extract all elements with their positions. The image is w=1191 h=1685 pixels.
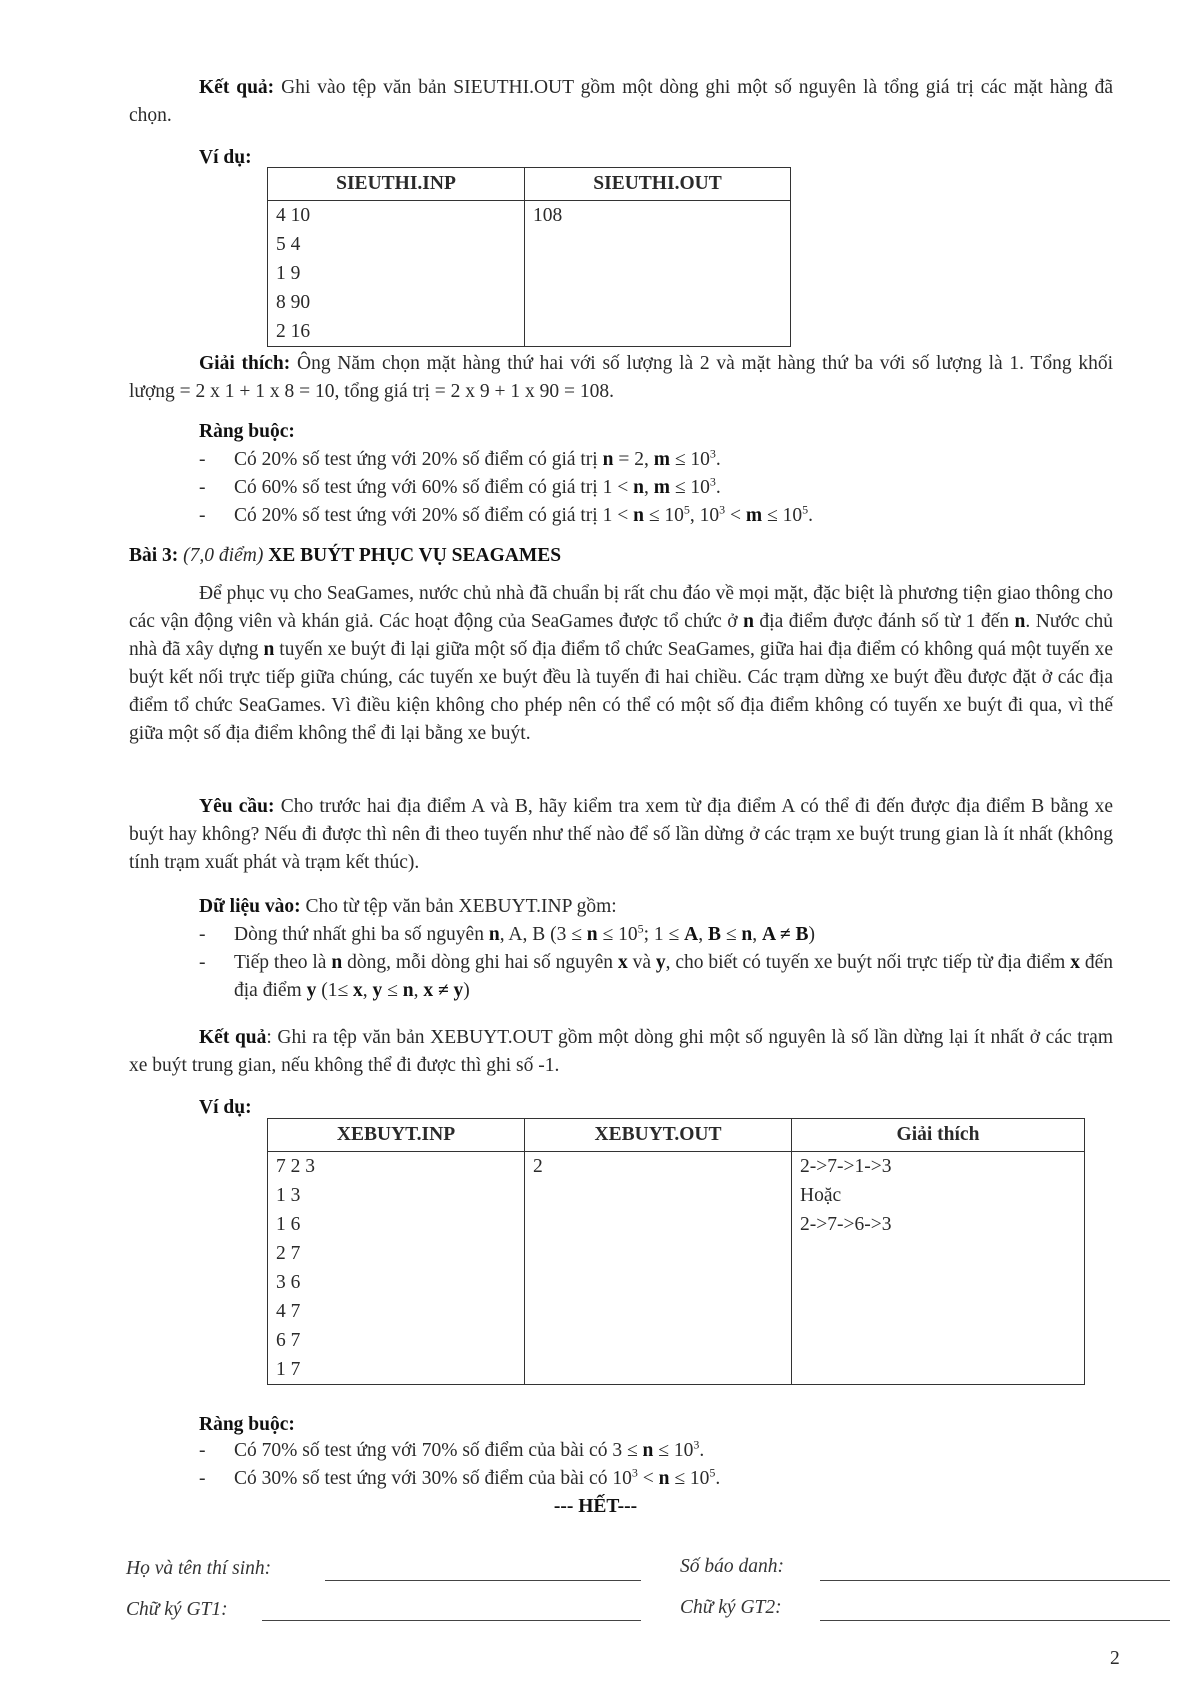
text-segment: ≤ 10 xyxy=(669,477,710,498)
text-segment: n xyxy=(402,980,414,1001)
constraints-label-1: Ràng buộc: xyxy=(199,421,295,442)
text-segment: Cho trước hai địa điểm A và B, hãy kiểm tra xem từ địa điểm A có thể đi đến được địa điểm B bằng xe buýt hay không? Nếu đi được thì nên đi theo tuyến như thế nào để số lần dừng ở các trạm xe buýt trung gian là ít nhất (không tính trạm xuất phát và trạm kết thúc). xyxy=(129,796,1113,873)
text-segment: dòng, mỗi dòng ghi hai số nguyên xyxy=(342,952,618,973)
cell-line: Hoặc xyxy=(800,1185,842,1206)
problem-3-description xyxy=(129,580,1113,748)
text-segment: Có 30% số test ứng với 30% số điểm của bài có 10 xyxy=(234,1468,632,1489)
text-segment: (1≤ xyxy=(316,980,354,1001)
list-item xyxy=(199,1437,1113,1465)
proctor-2-signature-label: Chữ ký GT2: xyxy=(680,1597,782,1618)
text-segment: n xyxy=(633,477,644,498)
text-segment: < xyxy=(725,505,746,526)
text-segment: 3 xyxy=(631,1465,638,1480)
text-segment: x xyxy=(353,980,363,1001)
text-segment: n xyxy=(741,924,753,945)
text-segment: ≤ 10 xyxy=(762,505,803,526)
result-paragraph-sieuthi xyxy=(129,74,1113,130)
cell-line: 6 7 xyxy=(276,1330,301,1351)
text-segment: Tiếp theo là xyxy=(234,952,332,973)
text-segment: 3 xyxy=(709,474,716,489)
text-segment: Kết quả xyxy=(199,1027,267,1048)
text-segment: 3 xyxy=(693,1437,700,1452)
page-number: 2 xyxy=(1110,1648,1120,1669)
example-table-sieuthi xyxy=(267,167,791,347)
text-segment: ≤ xyxy=(720,924,742,945)
text-segment: Ông Năm chọn mặt hàng thứ hai với số lượng là 2 và mặt hàng thứ ba với số lượng là 1. Tổng khối lượng = 2 x 1 + 1 x 8 = 10, tổng giá trị = 2 x 9 + 1 x 90 = 108. xyxy=(129,353,1113,402)
text-segment: địa điểm được đánh số từ 1 đến xyxy=(753,611,1015,632)
text-segment: ≤ 10 xyxy=(669,1468,710,1489)
text-segment: . xyxy=(715,449,721,470)
text-segment: 3 xyxy=(709,446,716,461)
explanation-paragraph xyxy=(129,350,1113,406)
text-segment: . xyxy=(715,1468,721,1489)
text-segment: n xyxy=(743,611,754,632)
constraints-list-1 xyxy=(199,446,1113,530)
text-segment: Giải thích: xyxy=(199,353,297,374)
text-segment: , cho biết có tuyến xe buýt nối trực tiếp từ địa điểm xyxy=(665,952,1071,973)
cell-line: 4 7 xyxy=(276,1301,301,1322)
text-segment: , 10 xyxy=(689,505,720,526)
text-segment: , xyxy=(752,924,763,945)
table-header: Giải thích xyxy=(792,1119,1085,1152)
cell-line: 3 6 xyxy=(276,1272,301,1293)
text-segment: , xyxy=(413,980,424,1001)
cell-line: 108 xyxy=(533,205,563,226)
text-segment: n xyxy=(633,505,644,526)
text-segment: m xyxy=(653,477,670,498)
text-segment: ≤ 10 xyxy=(669,449,710,470)
result-paragraph-xebuyt xyxy=(129,1024,1113,1080)
text-segment: n xyxy=(1014,611,1026,632)
text-segment: n xyxy=(331,952,343,973)
text-segment: < xyxy=(637,1468,659,1489)
text-segment: Ghi vào tệp văn bản SIEUTHI.OUT gồm một dòng ghi một số nguyên là tổng giá trị các mặt hàng đã chọn. xyxy=(129,77,1113,126)
text-segment: , xyxy=(643,477,654,498)
text-segment: , xyxy=(698,924,708,945)
table-header: XEBUYT.OUT xyxy=(525,1119,792,1152)
cell-line: 1 7 xyxy=(276,1359,301,1380)
example-table-xebuyt xyxy=(267,1118,1085,1385)
text-segment: n xyxy=(602,449,614,470)
text-segment: . xyxy=(808,505,813,526)
text-segment: y xyxy=(655,952,666,973)
text-segment: B xyxy=(707,924,721,945)
cell-line: 2 7 xyxy=(276,1243,301,1264)
text-segment: , A, B (3 ≤ xyxy=(499,924,587,945)
text-segment: Kết quả: xyxy=(199,77,282,98)
text-segment: x xyxy=(1070,952,1080,973)
example-label-2: Ví dụ: xyxy=(199,1097,252,1118)
input-description-list xyxy=(199,921,1113,1005)
explanation-cell xyxy=(792,1152,1085,1385)
text-segment: Yêu cầu: xyxy=(199,796,281,817)
text-segment: đến địa điểm xyxy=(234,952,1114,1001)
list-item xyxy=(199,502,1113,530)
text-segment: m xyxy=(653,449,670,470)
text-segment: A xyxy=(684,924,699,945)
output-cell xyxy=(525,1152,792,1385)
text-segment: n xyxy=(586,924,598,945)
input-description-label xyxy=(129,893,1113,921)
text-segment: : Ghi ra tệp văn bản XEBUYT.OUT gồm một dòng ghi một số nguyên là số lần dừng lại ít nhất ở các trạm xe buýt trung gian, nếu không thể đi được thì ghi số -1. xyxy=(129,1027,1113,1076)
cell-line: 1 6 xyxy=(276,1214,301,1235)
text-segment: ) xyxy=(808,924,815,945)
proctor-1-signature-line xyxy=(262,1620,641,1621)
example-label-1: Ví dụ: xyxy=(199,147,252,168)
cell-line: 5 4 xyxy=(276,234,301,255)
text-segment: ≤ 10 xyxy=(597,924,638,945)
text-segment: Có 70% số test ứng với 70% số điểm của bài có 3 ≤ xyxy=(234,1440,643,1461)
text-segment: Có 60% số test ứng với 60% số điểm có giá trị 1 < xyxy=(234,477,634,498)
text-segment: tuyến xe buýt đi lại giữa một số địa điểm tổ chức SeaGames, giữa hai địa điểm có không quá một tuyến xe buýt kết nối trực tiếp giữa chúng, các tuyến xe buýt đều là tuyến đi hai chiều. Các trạm dừng xe buýt đều được đặt ở các địa điểm tổ chức SeaGames. Vì điều kiện không cho phép nên có thể có một số địa điểm không có tuyến xe buýt đi qua, vì thế giữa một số địa điểm không thể đi lại bằng xe buýt. xyxy=(129,639,1113,744)
table-header: XEBUYT.INP xyxy=(268,1119,525,1152)
text-segment: n xyxy=(263,639,275,660)
list-item xyxy=(199,921,1113,949)
candidate-name-line xyxy=(325,1580,641,1581)
list-item xyxy=(199,474,1113,502)
cell-line: 2->7->6->3 xyxy=(800,1214,892,1235)
text-segment: y xyxy=(372,980,383,1001)
text-segment: XE BUÝT PHỤC VỤ SEAGAMES xyxy=(268,545,562,566)
input-cell xyxy=(268,1152,525,1385)
list-item xyxy=(199,446,1113,474)
cell-line: 2 xyxy=(533,1156,543,1177)
cell-line: 1 9 xyxy=(276,263,301,284)
table-header: SIEUTHI.INP xyxy=(268,168,525,201)
output-cell xyxy=(525,201,791,347)
proctor-1-signature-label: Chữ ký GT1: xyxy=(126,1599,228,1620)
input-cell xyxy=(268,201,525,347)
problem-3-title xyxy=(129,542,1113,570)
list-item xyxy=(199,1465,1113,1493)
text-segment: và xyxy=(627,952,656,973)
text-segment: 5 xyxy=(637,921,644,936)
text-segment: , xyxy=(362,980,373,1001)
text-segment: ; 1 ≤ xyxy=(643,924,685,945)
text-segment: . xyxy=(715,477,721,498)
text-segment: ≤ 10 xyxy=(643,505,684,526)
text-segment: ) xyxy=(463,980,470,1001)
cell-line: 4 10 xyxy=(276,205,311,226)
text-segment: A ≠ B xyxy=(762,924,809,945)
text-segment: Có 20% số test ứng với 20% số điểm có giá trị xyxy=(234,449,603,470)
text-segment: n xyxy=(488,924,500,945)
text-segment: 5 xyxy=(709,1465,716,1480)
requirement-paragraph xyxy=(129,793,1113,877)
cell-line: 7 2 3 xyxy=(276,1156,315,1177)
list-item xyxy=(199,949,1113,1005)
text-segment: n xyxy=(658,1468,670,1489)
text-segment: Dữ liệu vào: xyxy=(199,896,306,917)
text-segment: Có 20% số test ứng với 20% số điểm có giá trị 1 < xyxy=(234,505,634,526)
text-segment: 5 xyxy=(683,502,690,517)
cell-line: 1 3 xyxy=(276,1185,301,1206)
text-segment: . Nước chủ nhà đã xây dựng xyxy=(129,611,1113,660)
text-segment: . xyxy=(699,1440,705,1461)
cell-line: 8 90 xyxy=(276,292,311,313)
text-segment: y xyxy=(306,980,317,1001)
table-header: SIEUTHI.OUT xyxy=(525,168,791,201)
proctor-2-signature-line xyxy=(820,1620,1170,1621)
text-segment: x ≠ y xyxy=(423,980,464,1001)
candidate-number-label: Số báo danh: xyxy=(680,1556,784,1577)
cell-line: 2 16 xyxy=(276,321,311,342)
candidate-number-line xyxy=(820,1580,1170,1581)
candidate-name-label: Họ và tên thí sinh: xyxy=(126,1558,272,1579)
end-marker: --- HẾT--- xyxy=(553,1496,638,1517)
text-segment: Cho từ tệp văn bản XEBUYT.INP gồm: xyxy=(305,896,617,917)
text-segment: Để phục vụ cho SeaGames, nước chủ nhà đã chuẩn bị rất chu đáo về mọi mặt, đặc biệt là phương tiện giao thông cho các vận động viên và khán giả. Các hoạt động của SeaGames được tổ chức ở xyxy=(129,583,1113,632)
text-segment: x xyxy=(617,952,628,973)
text-segment: n xyxy=(642,1440,654,1461)
constraints-list-2 xyxy=(199,1437,1113,1493)
text-segment: Dòng thứ nhất ghi ba số nguyên xyxy=(234,924,489,945)
text-segment: Bài 3: xyxy=(129,545,184,566)
text-segment: = 2, xyxy=(613,449,654,470)
text-segment: (7,0 điểm) xyxy=(183,545,269,566)
constraints-label-2: Ràng buộc: xyxy=(199,1414,295,1435)
cell-line: 2->7->1->3 xyxy=(800,1156,892,1177)
text-segment: 3 xyxy=(719,502,726,517)
text-segment: 5 xyxy=(802,502,809,517)
text-segment: ≤ xyxy=(382,980,403,1001)
text-segment: m xyxy=(745,505,763,526)
text-segment: ≤ 10 xyxy=(653,1440,694,1461)
